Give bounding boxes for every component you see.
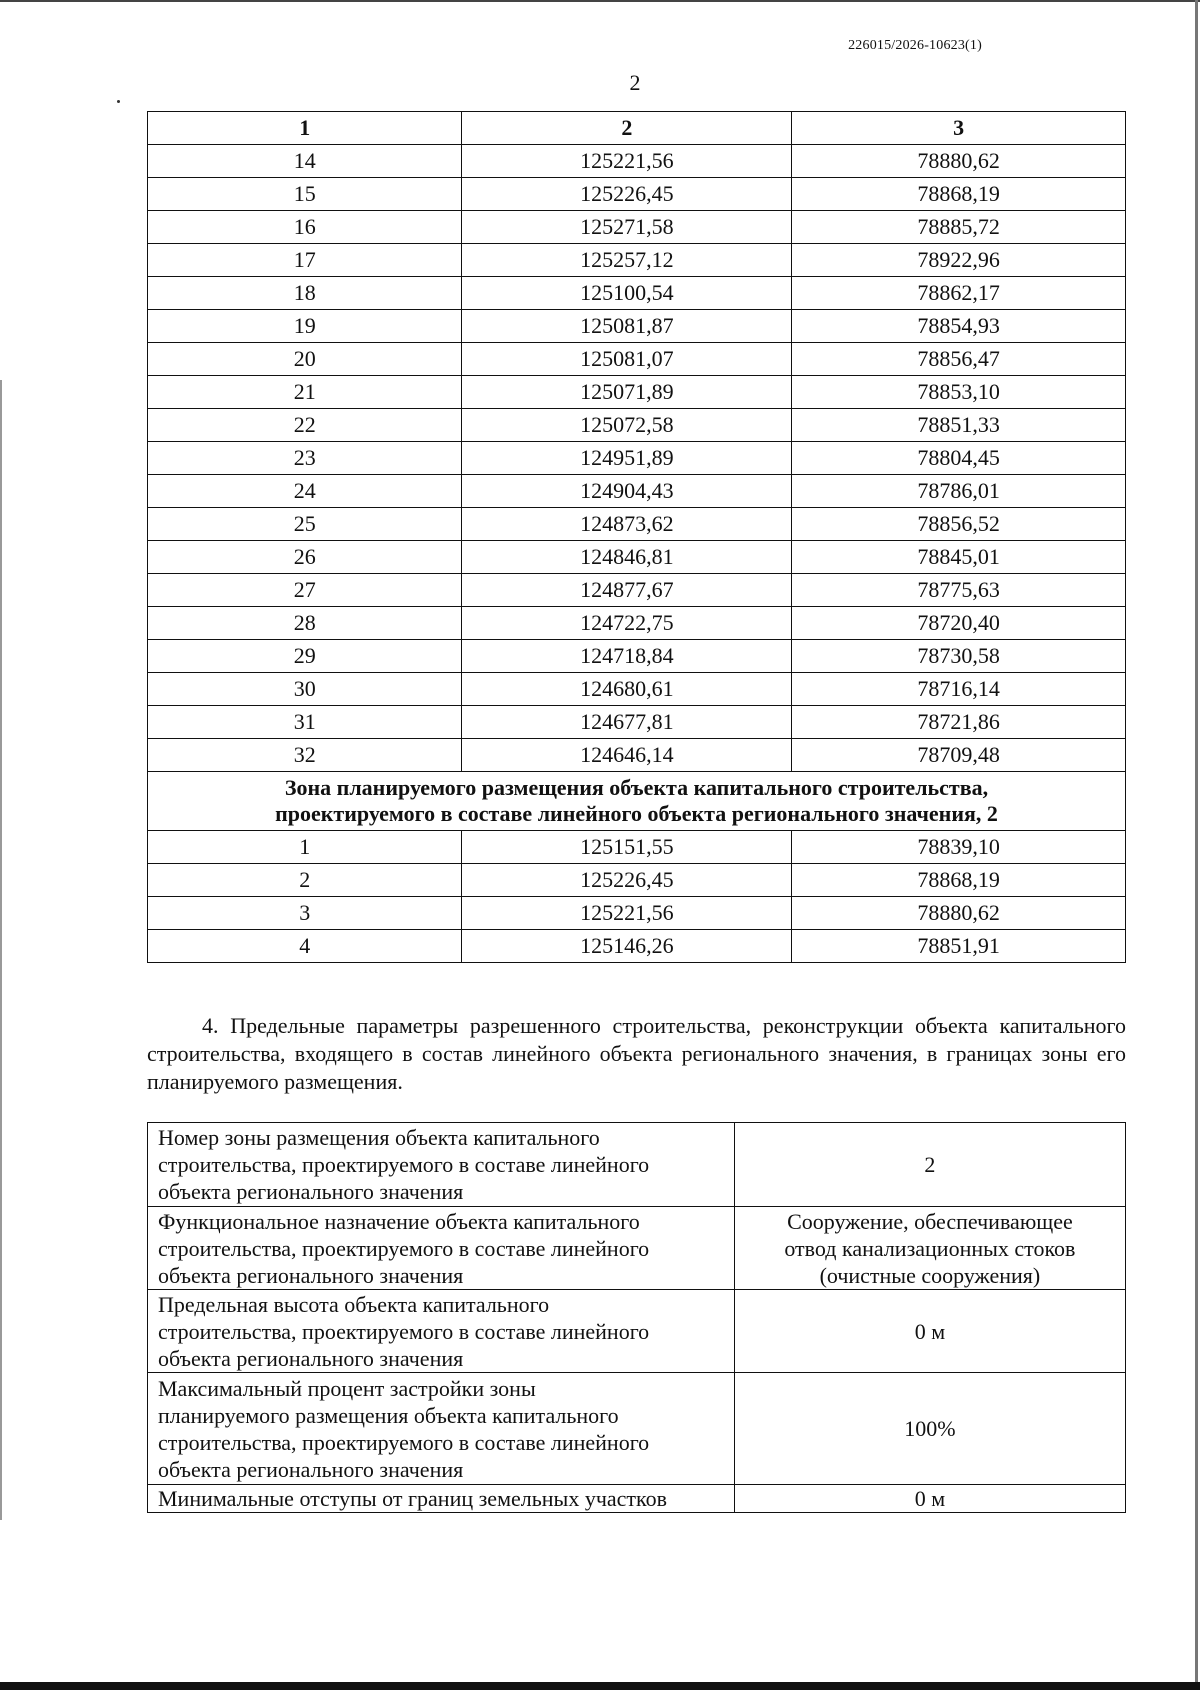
y-coordinate-cell: 78786,01 [792, 475, 1126, 508]
table-row [148, 607, 1126, 640]
point-number-cell: 26 [148, 541, 462, 574]
table-row [148, 442, 1126, 475]
table-row [148, 277, 1126, 310]
y-coordinate-cell: 78885,72 [792, 211, 1126, 244]
y-coordinate-cell: 78862,17 [792, 277, 1126, 310]
x-coordinate-cell: 124646,14 [462, 739, 792, 772]
point-number-cell: 1 [148, 831, 462, 864]
parameter-row [148, 1123, 1126, 1207]
point-number-cell: 16 [148, 211, 462, 244]
zone-section-title [148, 772, 1126, 831]
table-row [148, 739, 1126, 772]
y-coordinate-cell: 78721,86 [792, 706, 1126, 739]
parameter-label-line: строительства, проектируемого в составе линейного [158, 1429, 650, 1455]
zone-section-title-line: Зона планируемого размещения объекта капитального строительства, [284, 775, 989, 800]
scan-bottom-edge [0, 1682, 1200, 1690]
parameter-value [734, 1373, 1125, 1485]
zone-section-row [148, 772, 1126, 831]
parameter-label-line: Минимальные отступы от границ земельных участков [158, 1486, 667, 1511]
x-coordinate-cell: 125072,58 [462, 409, 792, 442]
parameter-label [148, 1373, 735, 1485]
column-header: 3 [792, 112, 1126, 145]
y-coordinate-cell: 78775,63 [792, 574, 1126, 607]
x-coordinate-cell: 125071,89 [462, 376, 792, 409]
point-number-cell: 31 [148, 706, 462, 739]
parameter-label [148, 1207, 735, 1290]
parameter-label-line: объекта регионального значения [158, 1345, 464, 1371]
y-coordinate-cell: 78868,19 [792, 864, 1126, 897]
parameter-value [734, 1207, 1125, 1290]
point-number-cell: 28 [148, 607, 462, 640]
table-row [148, 706, 1126, 739]
point-number-cell: 27 [148, 574, 462, 607]
page-number: 2 [629, 70, 641, 95]
point-number-cell: 23 [148, 442, 462, 475]
y-coordinate-cell: 78856,47 [792, 343, 1126, 376]
x-coordinate-cell: 125257,12 [462, 244, 792, 277]
parameter-value-line: отвод канализационных стоков [784, 1235, 1076, 1261]
y-coordinate-cell: 78720,40 [792, 607, 1126, 640]
table-row [148, 508, 1126, 541]
table-row [148, 343, 1126, 376]
parameter-label-line: объекта регионального значения [158, 1262, 464, 1288]
parameter-value [734, 1123, 1125, 1207]
table-row [148, 673, 1126, 706]
parameter-label-line: строительства, проектируемого в составе линейного [158, 1318, 650, 1344]
table-row [148, 145, 1126, 178]
x-coordinate-cell: 125081,07 [462, 343, 792, 376]
table-row [148, 640, 1126, 673]
y-coordinate-cell: 78709,48 [792, 739, 1126, 772]
parameter-label-line: Максимальный процент застройки зоны [158, 1375, 536, 1401]
x-coordinate-cell: 124877,67 [462, 574, 792, 607]
point-number-cell: 30 [148, 673, 462, 706]
y-coordinate-cell: 78845,01 [792, 541, 1126, 574]
x-coordinate-cell: 124951,89 [462, 442, 792, 475]
y-coordinate-cell: 78839,10 [792, 831, 1126, 864]
parameter-row [148, 1485, 1126, 1513]
y-coordinate-cell: 78880,62 [792, 897, 1126, 930]
table-row [148, 831, 1126, 864]
point-number-cell: 15 [148, 178, 462, 211]
paragraph-text: 4. Предельные параметры разрешенного строительства, реконструкции объекта капитального строительства, входящего в состав линейного объекта регионального значения, в границах зоны его планируемого размещения. [147, 1013, 1126, 1094]
point-number-cell: 17 [148, 244, 462, 277]
y-coordinate-cell: 78856,52 [792, 508, 1126, 541]
parameter-label [148, 1123, 735, 1207]
parameter-value-line: Сооружение, обеспечивающее [787, 1208, 1073, 1234]
scan-top-edge [0, 0, 1200, 2]
table-header-row [148, 112, 1126, 145]
x-coordinate-cell: 124846,81 [462, 541, 792, 574]
y-coordinate-cell: 78851,33 [792, 409, 1126, 442]
parameter-value-line: 100% [904, 1416, 956, 1441]
x-coordinate-cell: 125100,54 [462, 277, 792, 310]
x-coordinate-cell: 125151,55 [462, 831, 792, 864]
parameter-label-line: объекта регионального значения [158, 1179, 464, 1204]
scan-left-edge [0, 380, 2, 1520]
parameter-label [148, 1290, 735, 1373]
point-number-cell: 19 [148, 310, 462, 343]
point-number-cell: 3 [148, 897, 462, 930]
x-coordinate-cell: 124904,43 [462, 475, 792, 508]
table-row [148, 930, 1126, 963]
parameter-label-line: объекта регионального значения [158, 1456, 464, 1482]
column-header: 2 [462, 112, 792, 145]
point-number-cell: 25 [148, 508, 462, 541]
parameter-row [148, 1373, 1126, 1485]
y-coordinate-cell: 78730,58 [792, 640, 1126, 673]
parameter-value-line: 0 м [914, 1318, 946, 1344]
point-number-cell: 18 [148, 277, 462, 310]
coordinates-table [147, 111, 1126, 963]
point-number-cell: 20 [148, 343, 462, 376]
point-number-cell: 29 [148, 640, 462, 673]
x-coordinate-cell: 124677,81 [462, 706, 792, 739]
x-coordinate-cell: 124722,75 [462, 607, 792, 640]
parameter-value [734, 1290, 1125, 1373]
parameter-row [148, 1290, 1126, 1373]
parameter-label-line: Предельная высота объекта капитального [158, 1291, 550, 1317]
parameter-label-line: строительства, проектируемого в составе линейного [158, 1235, 650, 1261]
x-coordinate-cell: 124873,62 [462, 508, 792, 541]
y-coordinate-cell: 78922,96 [792, 244, 1126, 277]
y-coordinate-cell: 78716,14 [792, 673, 1126, 706]
table-row [148, 244, 1126, 277]
table-row [148, 864, 1126, 897]
parameter-label-line: планируемого размещения объекта капитального [158, 1402, 619, 1428]
y-coordinate-cell: 78880,62 [792, 145, 1126, 178]
x-coordinate-cell: 125226,45 [462, 178, 792, 211]
parameter-label-line: Функциональное назначение объекта капитального [158, 1208, 640, 1234]
table-row [148, 475, 1126, 508]
table-row [148, 541, 1126, 574]
x-coordinate-cell: 125221,56 [462, 145, 792, 178]
parameter-label-line: Номер зоны размещения объекта капитального [158, 1125, 600, 1150]
point-number-cell: 32 [148, 739, 462, 772]
point-number-cell: 22 [148, 409, 462, 442]
x-coordinate-cell: 125146,26 [462, 930, 792, 963]
table-row [148, 897, 1126, 930]
y-coordinate-cell: 78853,10 [792, 376, 1126, 409]
scan-speck [117, 100, 120, 103]
parameter-label-line: строительства, проектируемого в составе линейного [158, 1152, 650, 1177]
x-coordinate-cell: 125081,87 [462, 310, 792, 343]
parameter-row [148, 1207, 1126, 1290]
y-coordinate-cell: 78851,91 [792, 930, 1126, 963]
parameter-value [734, 1485, 1125, 1513]
parameters-table [147, 1122, 1126, 1513]
table-row [148, 574, 1126, 607]
table-row [148, 409, 1126, 442]
x-coordinate-cell: 125271,58 [462, 211, 792, 244]
parameter-value-line: (очистные сооружения) [819, 1262, 1041, 1288]
scan-right-edge [1195, 0, 1198, 1690]
table-row [148, 178, 1126, 211]
point-number-cell: 2 [148, 864, 462, 897]
x-coordinate-cell: 125226,45 [462, 864, 792, 897]
x-coordinate-cell: 124680,61 [462, 673, 792, 706]
point-number-cell: 4 [148, 930, 462, 963]
section-4-paragraph [147, 1012, 1126, 1096]
parameter-label [148, 1485, 735, 1513]
table-row [148, 211, 1126, 244]
parameter-value-line: 0 м [914, 1486, 946, 1511]
zone-section-title-line: проектируемого в составе линейного объекта регионального значения, 2 [275, 801, 998, 826]
parameter-value-line: 2 [924, 1152, 936, 1177]
y-coordinate-cell: 78804,45 [792, 442, 1126, 475]
column-header: 1 [148, 112, 462, 145]
table-row [148, 376, 1126, 409]
point-number-cell: 24 [148, 475, 462, 508]
point-number-cell: 14 [148, 145, 462, 178]
table-row [148, 310, 1126, 343]
registration-number: 226015/2026-10623(1) [848, 38, 982, 53]
point-number-cell: 21 [148, 376, 462, 409]
y-coordinate-cell: 78868,19 [792, 178, 1126, 211]
x-coordinate-cell: 125221,56 [462, 897, 792, 930]
x-coordinate-cell: 124718,84 [462, 640, 792, 673]
y-coordinate-cell: 78854,93 [792, 310, 1126, 343]
